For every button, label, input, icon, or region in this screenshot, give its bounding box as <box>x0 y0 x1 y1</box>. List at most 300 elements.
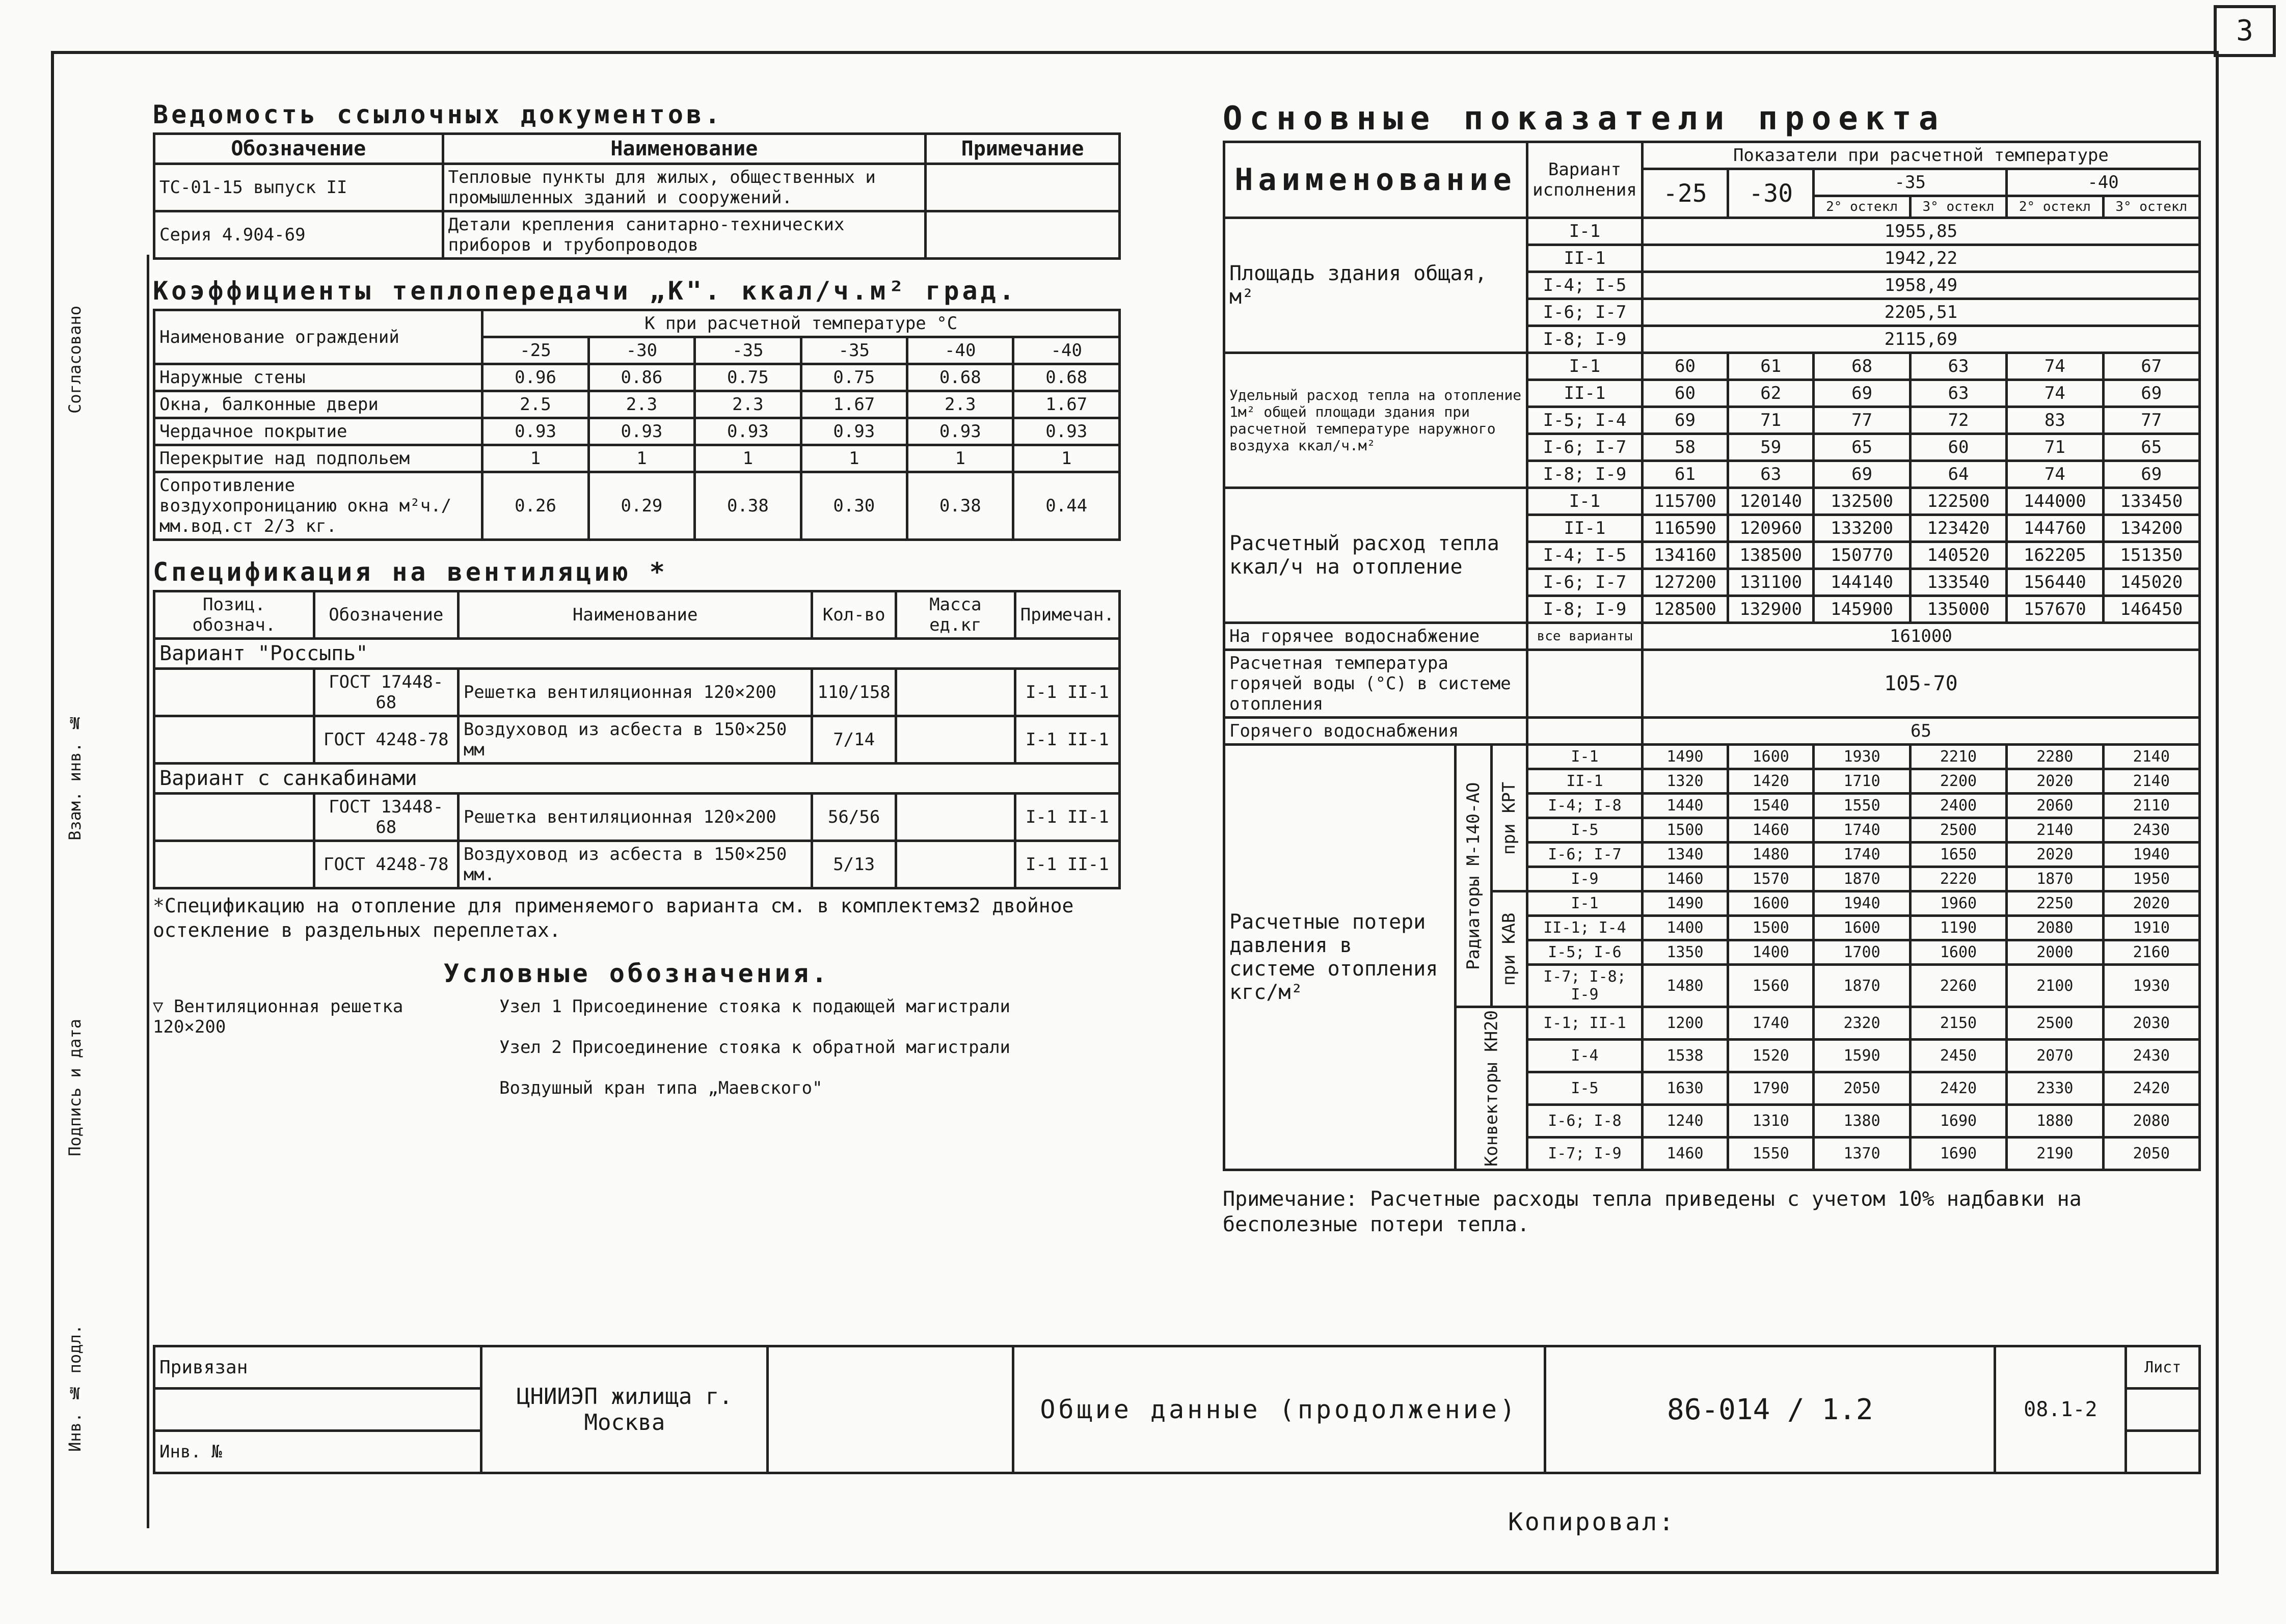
cell: 1200 <box>1642 1007 1728 1040</box>
cell: 2500 <box>2007 1007 2103 1040</box>
cell: 1320 <box>1642 769 1728 794</box>
cell: 1940 <box>2103 843 2199 867</box>
cell: 71 <box>1728 407 1814 434</box>
cell: 1942,22 <box>1642 245 2199 272</box>
cell: 161000 <box>1642 623 2199 650</box>
cell: 120140 <box>1728 488 1814 515</box>
cell: 1958,49 <box>1642 272 2199 299</box>
cell: 0.38 <box>695 472 801 540</box>
cell: 2250 <box>2007 891 2103 916</box>
cell: 1 <box>588 445 694 472</box>
cell: 2205,51 <box>1642 299 2199 326</box>
cell: 1460 <box>1642 1138 1728 1170</box>
refs-table <box>153 132 1121 260</box>
cell: 2500 <box>1910 818 2006 843</box>
cell: 61 <box>1728 353 1814 380</box>
cell: 1700 <box>1814 940 1910 965</box>
cell: -40 <box>2007 169 2200 196</box>
table-row <box>154 418 1120 445</box>
cell: 2050 <box>1814 1072 1910 1105</box>
title-block-table <box>153 1345 2201 1474</box>
cell <box>154 716 314 764</box>
cell: 2190 <box>2007 1138 2103 1170</box>
cell <box>154 669 314 716</box>
cell: -40 <box>907 337 1013 364</box>
cell: 2200 <box>1910 769 2006 794</box>
table-row <box>154 669 1120 716</box>
side-label: Согласовано <box>65 306 85 414</box>
sheet-code: 08.1-2 <box>1995 1346 2126 1473</box>
flow-body <box>1224 488 2200 623</box>
cell: 0.75 <box>801 364 907 391</box>
cell: 2080 <box>2007 916 2103 940</box>
cell: I-1; II-1 <box>1527 1007 1643 1040</box>
cell: 65 <box>1642 718 2199 745</box>
list-label: Лист <box>2126 1346 2200 1389</box>
cell <box>154 794 314 841</box>
cell: 162205 <box>2007 542 2103 569</box>
cell: 131100 <box>1728 569 1814 596</box>
cell: 1630 <box>1642 1072 1728 1105</box>
cell: 156440 <box>2007 569 2103 596</box>
cell: -35 <box>1814 169 2007 196</box>
cell: 7/14 <box>812 716 896 764</box>
cell: 1240 <box>1642 1105 1728 1138</box>
th: Наименование <box>443 134 926 164</box>
cell: Перекрытие над подпольем <box>154 445 482 472</box>
cell: 1380 <box>1814 1105 1910 1138</box>
cell: 1870 <box>1814 965 1910 1007</box>
cell: Воздуховод из асбеста в 150×250 мм <box>458 716 812 764</box>
cell: I-1 <box>1527 488 1643 515</box>
cell: 1.67 <box>801 391 907 418</box>
cell: 59 <box>1728 434 1814 461</box>
cell: 69 <box>1814 461 1910 488</box>
cell: 0.93 <box>1013 418 1120 445</box>
cell: Площадь здания общая, м² <box>1224 218 1527 353</box>
cell: 1870 <box>2007 867 2103 891</box>
cell: 2140 <box>2007 818 2103 843</box>
cell: I-6; I-7 <box>1527 569 1643 596</box>
cell: I-1 II-1 <box>1015 716 1119 764</box>
cell: 0.93 <box>482 418 588 445</box>
cell: 2110 <box>2103 794 2199 818</box>
spec-section <box>153 554 1121 942</box>
cell: II-1 <box>1527 769 1643 794</box>
cell: 65 <box>2103 434 2199 461</box>
cell: Масса ед.кг <box>896 591 1015 639</box>
cell: ГОСТ 4248-78 <box>314 841 458 888</box>
cell <box>154 1389 481 1431</box>
table-row <box>154 445 1120 472</box>
area-body <box>1224 218 2200 353</box>
cell: 2° остекл <box>1814 196 1910 218</box>
cell: 2.3 <box>588 391 694 418</box>
cell <box>154 841 314 888</box>
cell: 61 <box>1642 461 1728 488</box>
cell: -30 <box>1728 169 1814 218</box>
cell: Показатели при расчетной температуре <box>1642 142 2199 169</box>
cell: ГОСТ 17448-68 <box>314 669 458 716</box>
cell: 151350 <box>2103 542 2199 569</box>
cell <box>2126 1431 2200 1473</box>
cell: 2260 <box>1910 965 2006 1007</box>
legend-title: Условные обозначения. <box>443 959 830 988</box>
cell: 60 <box>1642 380 1728 407</box>
cell: 120960 <box>1728 515 1814 542</box>
cell: 1538 <box>1642 1040 1728 1072</box>
cell: 145900 <box>1814 596 1910 623</box>
cell: 1500 <box>1728 916 1814 940</box>
cell: 2030 <box>2103 1007 2199 1040</box>
cell: 1350 <box>1642 940 1728 965</box>
cell: 127200 <box>1642 569 1728 596</box>
spec-body-1 <box>154 669 1120 764</box>
valve-label: Воздушный кран типа „Маевского" <box>499 1078 823 1098</box>
cell: 0.93 <box>588 418 694 445</box>
cell: 74 <box>2007 353 2103 380</box>
cell: 1910 <box>2103 916 2199 940</box>
cell: 72 <box>1910 407 2006 434</box>
cell <box>896 669 1015 716</box>
cell: На горячее водоснабжение <box>1224 623 1527 650</box>
cell: I-4 <box>1527 1040 1643 1072</box>
cell: 0.68 <box>1013 364 1120 391</box>
cell: Радиаторы М-140-АО <box>1456 745 1491 1007</box>
cell: I-5; I-6 <box>1527 940 1643 965</box>
refs-section <box>153 97 1121 260</box>
cell: -35 <box>695 337 801 364</box>
cell: 58 <box>1642 434 1728 461</box>
cell <box>1527 650 1643 718</box>
cell: 2450 <box>1910 1040 2006 1072</box>
cell: 123420 <box>1910 515 2006 542</box>
cell: 1600 <box>1910 940 2006 965</box>
cell: 1460 <box>1728 818 1814 843</box>
cell: 1460 <box>1642 867 1728 891</box>
cell: Позиц. обознач. <box>154 591 314 639</box>
node-2: Узел 2 Присоединение стояка к обратной магистрали <box>499 1037 1011 1058</box>
cell: 0.29 <box>588 472 694 540</box>
cell: 135000 <box>1910 596 2006 623</box>
cell: 2430 <box>2103 818 2199 843</box>
cell: II-1; I-4 <box>1527 916 1643 940</box>
cell: 1740 <box>1814 843 1910 867</box>
cell: 145020 <box>2103 569 2199 596</box>
signatures <box>768 1346 1013 1473</box>
cell: 2000 <box>2007 940 2103 965</box>
cell: 63 <box>1910 353 2006 380</box>
cell <box>896 794 1015 841</box>
cell: 2160 <box>2103 940 2199 965</box>
right-column <box>1223 97 2201 1237</box>
cell: Удельный расход тепла на отопление 1м² общей площади здания при расчетной температуре наружного воздуха ккал/ч.м² <box>1224 353 1527 488</box>
side-label: Подпись и дата <box>65 1019 85 1156</box>
cell: Примечан. <box>1015 591 1119 639</box>
cell: 74 <box>2007 461 2103 488</box>
cell <box>896 841 1015 888</box>
table-row <box>154 841 1120 888</box>
cell: 144140 <box>1814 569 1910 596</box>
cell: II-1 <box>1527 380 1643 407</box>
cell: 1550 <box>1814 794 1910 818</box>
cell: 1600 <box>1728 745 1814 769</box>
spec-table <box>153 590 1121 889</box>
cell: 1480 <box>1728 843 1814 867</box>
cell: 2115,69 <box>1642 326 2199 353</box>
refs-title: Ведомость ссылочных документов. <box>153 100 723 129</box>
cell: 1740 <box>1814 818 1910 843</box>
cell: -30 <box>588 337 694 364</box>
cell: 5/13 <box>812 841 896 888</box>
spec-title: Спецификация на вентиляцию * <box>153 557 668 587</box>
title-block <box>153 1345 2201 1498</box>
cell <box>926 211 1120 259</box>
cell: 144760 <box>2007 515 2103 542</box>
cell: I-7; I-8; I-9 <box>1527 965 1643 1007</box>
bound-label: Привязан <box>154 1346 481 1389</box>
cell: Решетка вентиляционная 120×200 <box>458 669 812 716</box>
cell: 0.68 <box>907 364 1013 391</box>
cell: I-5; I-4 <box>1527 407 1643 434</box>
cell: I-1 <box>1527 353 1643 380</box>
cell: 77 <box>1814 407 1910 434</box>
cell: Расчетный расход тепла ккал/ч на отопление <box>1224 488 1527 623</box>
cell: Решетка вентиляционная 120×200 <box>458 794 812 841</box>
org: ЦНИИЭП жилища г. Москва <box>481 1346 768 1473</box>
cell: Наименование ограждений <box>154 310 482 364</box>
main-title: Основные показатели проекта <box>1223 100 1946 138</box>
vent-label: Вентиляционная решетка 120×200 <box>153 996 404 1037</box>
cell: 2430 <box>2103 1040 2199 1072</box>
cell: 1600 <box>1814 916 1910 940</box>
cell <box>2126 1389 2200 1431</box>
spec-body-2 <box>154 794 1120 888</box>
cell: 64 <box>1910 461 2006 488</box>
table-row <box>1224 745 2200 769</box>
cell: 1 <box>482 445 588 472</box>
cell: все варианты <box>1527 623 1643 650</box>
cell: I-6; I-7 <box>1527 299 1643 326</box>
cell: при КАВ <box>1491 891 1527 1007</box>
cell: I-5 <box>1527 1072 1643 1105</box>
variant-label: Вариант с санкабинами <box>154 764 1120 794</box>
cell: 0.38 <box>907 472 1013 540</box>
cell: Серия 4.904-69 <box>154 211 443 259</box>
cell: К при расчетной температуре °С <box>482 310 1120 337</box>
cell <box>1527 718 1643 745</box>
cell: I-4; I-5 <box>1527 542 1643 569</box>
cell: I-9 <box>1527 867 1643 891</box>
cell: 1930 <box>1814 745 1910 769</box>
inv-label: Инв. № <box>154 1431 481 1473</box>
cell: I-7; I-9 <box>1527 1138 1643 1170</box>
cell: 1540 <box>1728 794 1814 818</box>
cell: 1590 <box>1814 1040 1910 1072</box>
cell: 134200 <box>2103 515 2199 542</box>
cell: 132500 <box>1814 488 1910 515</box>
cell: 60 <box>1910 434 2006 461</box>
coef-title: Коэффициенты теплопередачи „К". ккал/ч.м² град. <box>153 276 1017 306</box>
cell: 1560 <box>1728 965 1814 1007</box>
cell: 1690 <box>1910 1105 2006 1138</box>
table-row <box>154 391 1120 418</box>
cell: 1740 <box>1728 1007 1814 1040</box>
cell: 60 <box>1642 353 1728 380</box>
cell: 0.86 <box>588 364 694 391</box>
cell: 1440 <box>1642 794 1728 818</box>
cell: I-8; I-9 <box>1527 326 1643 353</box>
cell: 83 <box>2007 407 2103 434</box>
cell: 69 <box>2103 380 2199 407</box>
cell <box>896 716 1015 764</box>
cell: 2050 <box>2103 1138 2199 1170</box>
cell: I-4; I-8 <box>1527 794 1643 818</box>
cell: 138500 <box>1728 542 1814 569</box>
cell: 3° остекл <box>2103 196 2199 218</box>
cell: 2060 <box>2007 794 2103 818</box>
cell: 2.5 <box>482 391 588 418</box>
cell: 69 <box>2103 461 2199 488</box>
cell: I-1 II-1 <box>1015 669 1119 716</box>
cell: 133200 <box>1814 515 1910 542</box>
cell: 62 <box>1728 380 1814 407</box>
cell: при КРТ <box>1491 745 1527 891</box>
cell: I-1 II-1 <box>1015 841 1119 888</box>
cell: -40 <box>1013 337 1120 364</box>
cell: 1960 <box>1910 891 2006 916</box>
cell: 1190 <box>1910 916 2006 940</box>
cell: Чердачное покрытие <box>154 418 482 445</box>
cell: 0.93 <box>801 418 907 445</box>
table-row <box>1224 488 2200 515</box>
cell: 0.26 <box>482 472 588 540</box>
cell: 67 <box>2103 353 2199 380</box>
cell: 1950 <box>2103 867 2199 891</box>
cell: 2° остекл <box>2007 196 2103 218</box>
cell: 1 <box>907 445 1013 472</box>
cell: 133540 <box>1910 569 2006 596</box>
cell: 2210 <box>1910 745 2006 769</box>
cell: 1400 <box>1728 940 1814 965</box>
cell: 105-70 <box>1642 650 2199 718</box>
cell: Горячего водоснабжения <box>1224 718 1527 745</box>
cell: 0.93 <box>695 418 801 445</box>
cell: I-1 <box>1527 891 1643 916</box>
cell: 150770 <box>1814 542 1910 569</box>
cell: I-1 <box>1527 745 1643 769</box>
cell: 69 <box>1814 380 1910 407</box>
table-row <box>154 716 1120 764</box>
cell: 77 <box>2103 407 2199 434</box>
cell: 1790 <box>1728 1072 1814 1105</box>
cell: 1880 <box>2007 1105 2103 1138</box>
cell: I-6; I-7 <box>1527 434 1643 461</box>
cell: 74 <box>2007 380 2103 407</box>
cell: Сопротивление воздухопроницанию окна м²ч./мм.вод.ст 2/3 кг. <box>154 472 482 540</box>
cell: Вариант исполнения <box>1527 142 1643 218</box>
cell <box>926 164 1120 211</box>
cell: 2100 <box>2007 965 2103 1007</box>
cell: Кол-во <box>812 591 896 639</box>
table-row <box>154 364 1120 391</box>
cell: 0.93 <box>907 418 1013 445</box>
cell: 63 <box>1728 461 1814 488</box>
cell: 2400 <box>1910 794 2006 818</box>
cell: 133450 <box>2103 488 2199 515</box>
cell: I-1 II-1 <box>1015 794 1119 841</box>
cell: Наименование <box>1224 142 1527 218</box>
cell: 71 <box>2007 434 2103 461</box>
cell: 144000 <box>2007 488 2103 515</box>
copied-by: Копировал: <box>1508 1508 1676 1536</box>
cell: 134160 <box>1642 542 1728 569</box>
main-table <box>1223 141 2201 1171</box>
cell: 0.44 <box>1013 472 1120 540</box>
cell: I-5 <box>1527 818 1643 843</box>
cell: 2420 <box>2103 1072 2199 1105</box>
cell: ТС-01-15 выпуск II <box>154 164 443 211</box>
cell: I-1 <box>1527 218 1643 245</box>
coef-body <box>154 364 1120 540</box>
cell: -25 <box>1642 169 1728 218</box>
cell: 132900 <box>1728 596 1814 623</box>
cell: 1420 <box>1728 769 1814 794</box>
variant-label: Вариант "Россыпь" <box>154 639 1120 669</box>
cell: I-8; I-9 <box>1527 596 1643 623</box>
coef-table <box>153 309 1121 541</box>
cell: 1690 <box>1910 1138 2006 1170</box>
th: Примечание <box>926 134 1120 164</box>
cell: 122500 <box>1910 488 2006 515</box>
cell: 63 <box>1910 380 2006 407</box>
cell: 116590 <box>1642 515 1728 542</box>
cell: Обозначение <box>314 591 458 639</box>
cell: 65 <box>1814 434 1910 461</box>
cell: II-1 <box>1527 245 1643 272</box>
cell: 1955,85 <box>1642 218 2199 245</box>
cell: 1370 <box>1814 1138 1910 1170</box>
table-row <box>1224 353 2200 380</box>
cell: 2020 <box>2007 843 2103 867</box>
cell: 2320 <box>1814 1007 1910 1040</box>
page-number: 3 <box>2214 5 2276 57</box>
cell: 110/158 <box>812 669 896 716</box>
doc-code: 86-014 / 1.2 <box>1545 1346 1995 1473</box>
side-stamp <box>55 255 149 1528</box>
cell: Детали крепления санитарно-технических приборов и трубопроводов <box>443 211 926 259</box>
cell: Расчетные потери давления в системе отопления кгс/м² <box>1224 745 1456 1170</box>
cell: 2070 <box>2007 1040 2103 1072</box>
cell: 140520 <box>1910 542 2006 569</box>
cell: 1550 <box>1728 1138 1814 1170</box>
cell: I-8; I-9 <box>1527 461 1643 488</box>
cell: Воздуховод из асбеста в 150×250 мм. <box>458 841 812 888</box>
cell: Окна, балконные двери <box>154 391 482 418</box>
left-column <box>153 97 1121 1112</box>
cell: 2020 <box>2103 891 2199 916</box>
cell: Наружные стены <box>154 364 482 391</box>
cell: -25 <box>482 337 588 364</box>
cell: 157670 <box>2007 596 2103 623</box>
cell: 1 <box>695 445 801 472</box>
cell: 1480 <box>1642 965 1728 1007</box>
cell: 0.96 <box>482 364 588 391</box>
node-1: Узел 1 Присоединение стояка к подающей магистрали <box>499 996 1011 1017</box>
cell: 3° остекл <box>1910 196 2006 218</box>
cell: 146450 <box>2103 596 2199 623</box>
coef-section <box>153 273 1121 541</box>
